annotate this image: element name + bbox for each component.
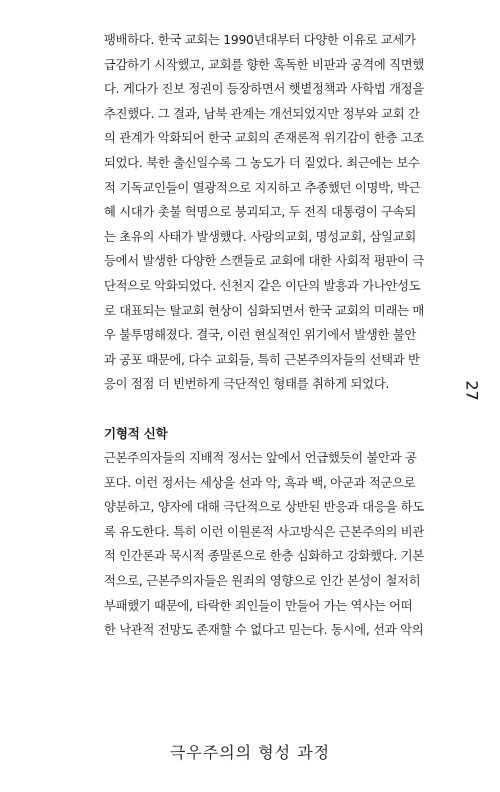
text-line: 록 유도한다. 특히 이런 이원론적 사고방식은 근본주의의 비관 bbox=[104, 524, 424, 539]
text-line: 로 대표되는 탈교회 현상이 심화되면서 한국 교회의 미래는 매 bbox=[104, 303, 424, 318]
text-line: 과 공포 때문에, 다수 교회들, 특히 근본주의자들의 선택과 반 bbox=[104, 352, 420, 367]
text-line: 근본주의자들의 지배적 정서는 앞에서 언급했듯이 불안과 공 bbox=[104, 451, 417, 466]
text-line: 적으로, 근본주의자들은 원죄의 영향으로 인간 본성이 철저히 bbox=[104, 574, 421, 589]
text-line: 우 불투명해졌다. 결국, 이런 현실적인 위기에서 발생한 불안 bbox=[104, 328, 417, 343]
text-line: 등에서 발생한 다양한 스캔들로 교회에 대한 사회적 평판이 극 bbox=[104, 254, 424, 269]
paragraph-1 bbox=[104, 28, 442, 397]
text-line: 혜 시대가 촛불 혁명으로 붕괴되고, 두 전직 대통령이 구속되 bbox=[104, 205, 417, 220]
text-line: 적 기독교인들이 열광적으로 지지하고 추종했던 이명박, 박근 bbox=[104, 180, 421, 195]
text-line: 부패했기 때문에, 타락한 죄인들이 만들어 가는 역사는 어떠 bbox=[104, 598, 413, 613]
text-line: 응이 점점 더 빈번하게 극단적인 형태를 취하게 되었다. bbox=[104, 377, 390, 392]
text-line: 다. 게다가 진보 정권이 등장하면서 햇볕정책과 사학법 개정을 bbox=[104, 82, 424, 97]
text-line: 한 낙관적 전망도 존재할 수 없다고 믿는다. 동시에, 선과 악의 bbox=[104, 623, 424, 638]
running-footer: 극우주의의 형성 과정 bbox=[169, 743, 331, 762]
body-text bbox=[104, 28, 442, 643]
text-line: 포다. 이런 정서는 세상을 선과 악, 흑과 백, 아군과 적군으로 bbox=[104, 475, 416, 490]
text-line: 급감하기 시작했고, 교회를 향한 혹독한 비판과 공격에 직면했 bbox=[104, 57, 424, 72]
text-line: 의 관계가 악화되어 한국 교회의 존재론적 위기감이 한층 고조 bbox=[104, 131, 424, 146]
text-line: 추진했다. 그 결과, 남북 관계는 개선되었지만 정부와 교회 간 bbox=[104, 106, 420, 121]
text-line: 는 초유의 사태가 발생했다. 사랑의교회, 명성교회, 삼일교회 bbox=[104, 229, 417, 244]
text-line: 팽배하다. 한국 교회는 1990년대부터 다양한 이유로 교세가 bbox=[104, 33, 416, 47]
text-line: 단적으로 악화되었다. 신천지 같은 이단의 발흥과 가나안성도 bbox=[104, 278, 421, 293]
text-line: 양분하고, 양자에 대해 극단적으로 상반된 반응과 대응을 하도 bbox=[104, 500, 424, 515]
text-line: 적 인간론과 묵시적 종말론으로 한층 심화하고 강화했다. 기본 bbox=[104, 549, 424, 564]
page-number: 27 bbox=[462, 380, 482, 401]
text-line: 되었다. 북한 출신일수록 그 농도가 더 짙었다. 최근에는 보수 bbox=[104, 155, 420, 170]
section-heading: 기형적 신학 bbox=[104, 425, 168, 441]
paragraph-2 bbox=[104, 446, 442, 643]
